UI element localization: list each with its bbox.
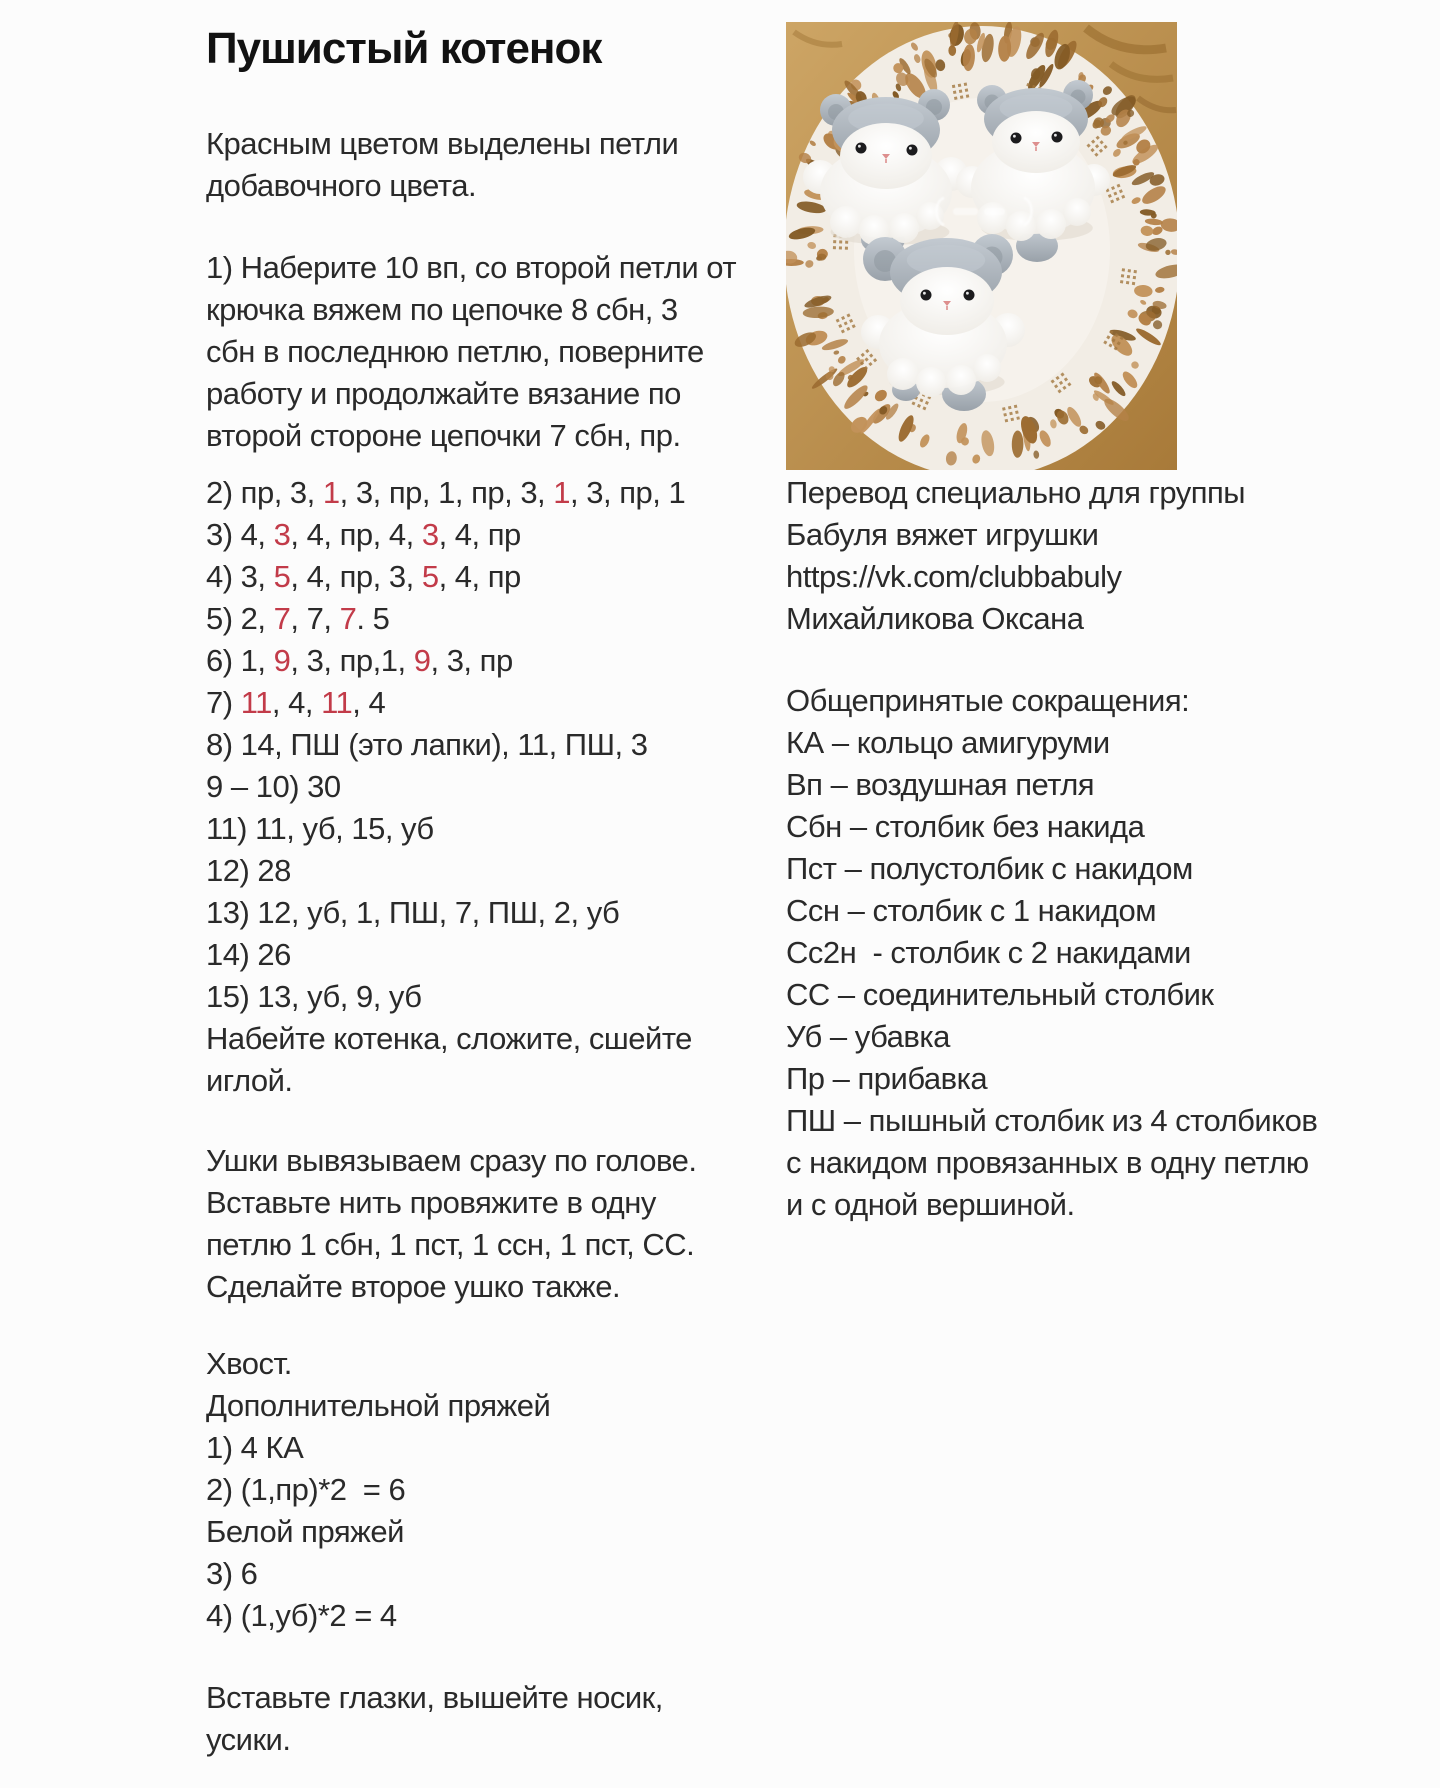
text-line: Сс2н - столбик с 2 накидами [786,935,1191,970]
stitch-text: иглой. [206,1063,293,1098]
stitch-text: 2) пр, 3, [206,475,323,510]
highlighted-stitch: 7 [273,601,291,636]
pattern-row [206,514,692,556]
stitch-text: 7) [206,685,241,720]
highlighted-stitch: 11 [240,685,272,720]
pattern-row [206,850,692,892]
pattern-row [206,1018,692,1060]
intro-paragraph [206,123,678,207]
step1-paragraph [206,247,736,457]
highlighted-stitch: 9 [273,643,291,678]
text-line: Вставьте глазки, вышейте носик, [206,1680,663,1715]
stitch-text: Набейте котенка, сложите, сшейте [206,1021,692,1056]
stitch-text: , 3, пр, 1 [570,475,686,510]
text-line: ПШ – пышный столбик из 4 столбиков [786,1103,1318,1138]
stitch-text: , 3, пр [430,643,513,678]
stitch-text: 13) 12, уб, 1, ПШ, 7, ПШ, 2, уб [206,895,620,930]
highlighted-stitch: 1 [322,475,340,510]
pattern-rows [206,472,692,1102]
pattern-row [206,472,692,514]
pattern-row [206,556,692,598]
highlighted-stitch: 11 [321,685,353,720]
text-line: Вп – воздушная петля [786,767,1095,802]
stitch-text: 15) 13, уб, 9, уб [206,979,422,1014]
text-line: Бабуля вяжет игрушки [786,517,1099,552]
stitch-text: 14) 26 [206,937,291,972]
text-line: Уб – убавка [786,1019,950,1054]
stitch-text: , 4, пр, 4, [290,517,422,552]
text-line: Хвост. [206,1346,292,1381]
text-line: 3) 6 [206,1556,258,1591]
stitch-text: 4) 3, [206,559,274,594]
text-line: и с одной вершиной. [786,1187,1075,1222]
stitch-text: . 5 [356,601,390,636]
pattern-row [206,808,692,850]
text-line: Дополнительной пряжей [206,1388,551,1423]
stitch-text: 9 – 10) 30 [206,769,341,804]
stitch-text: , 3, пр, 1, пр, 3, [339,475,554,510]
page-title: Пушистый котенок [206,24,602,73]
text-line: Красным цветом выделены петли [206,126,679,161]
text-line: Пр – прибавка [786,1061,988,1096]
stitch-text: , 4, пр, 3, [290,559,422,594]
abbreviations-list [786,680,1317,1226]
stitch-text: 11) 11, уб, 15, уб [206,811,434,846]
text-line: 1) 4 КА [206,1430,304,1465]
tail-paragraph [206,1343,550,1637]
stitch-text: 3) 4, [206,517,274,552]
text-line: Михайликова Оксана [786,601,1084,636]
pattern-row [206,724,692,766]
pattern-row [206,598,692,640]
text-line: 2) (1,пр)*2 = 6 [206,1472,406,1507]
highlighted-stitch: 1 [553,475,571,510]
text-line: Сделайте второе ушко также. [206,1269,621,1304]
pattern-row [206,682,692,724]
text-line: Общепринятые сокращения: [786,683,1190,718]
text-line: 4) (1,уб)*2 = 4 [206,1598,397,1633]
text-line: добавочного цвета. [206,168,477,203]
stitch-text: 8) 14, ПШ (это лапки), 11, ПШ, 3 [206,727,648,762]
highlighted-stitch: 3 [273,517,291,552]
text-line: второй стороне цепочки 7 сбн, пр. [206,418,681,453]
ears-paragraph [206,1140,696,1308]
highlighted-stitch: 9 [413,643,431,678]
text-line: Вставьте нить провяжите в одну [206,1185,656,1220]
pattern-row [206,1060,692,1102]
highlighted-stitch: 3 [421,517,439,552]
kittens-photo-canvas [786,22,1177,470]
text-line: КА – кольцо амигуруми [786,725,1110,760]
pattern-row [206,976,692,1018]
credit-paragraph [786,472,1245,640]
stitch-text: , 4, пр [438,517,521,552]
text-line: усики. [206,1722,291,1757]
pattern-row [206,934,692,976]
text-line: работу и продолжайте вязание по [206,376,681,411]
text-line: https://vk.com/clubbabuly [786,559,1122,594]
text-line: Ссн – столбик с 1 накидом [786,893,1157,928]
stitch-text: 5) 2, [206,601,274,636]
text-line: Ушки вывязываем сразу по голове. [206,1143,697,1178]
stitch-text: 12) 28 [206,853,291,888]
text-line: Пст – полустолбик с накидом [786,851,1193,886]
text-line: Белой пряжей [206,1514,404,1549]
text-line: Сбн – столбик без накида [786,809,1145,844]
stitch-text: 6) 1, [206,643,274,678]
text-line: Перевод специально для группы [786,475,1246,510]
pattern-row [206,640,692,682]
text-line: 1) Наберите 10 вп, со второй петли от [206,250,737,285]
kittens-photo [786,22,1177,470]
pattern-row [206,766,692,808]
highlighted-stitch: 5 [273,559,291,594]
text-line: петлю 1 сбн, 1 пст, 1 ссн, 1 пст, СС. [206,1227,695,1262]
finish-paragraph [206,1677,663,1761]
text-line: сбн в последнюю петлю, поверните [206,334,704,369]
stitch-text: , 4 [352,685,386,720]
stitch-text: , 4, [271,685,322,720]
pattern-row [206,892,692,934]
stitch-text: , 4, пр [438,559,521,594]
highlighted-stitch: 5 [421,559,439,594]
highlighted-stitch: 7 [339,601,357,636]
stitch-text: , 3, пр,1, [290,643,414,678]
text-line: СС – соединительный столбик [786,977,1214,1012]
stitch-text: , 7, [290,601,340,636]
text-line: с накидом провязанных в одну петлю [786,1145,1309,1180]
text-line: крючка вяжем по цепочке 8 сбн, 3 [206,292,678,327]
